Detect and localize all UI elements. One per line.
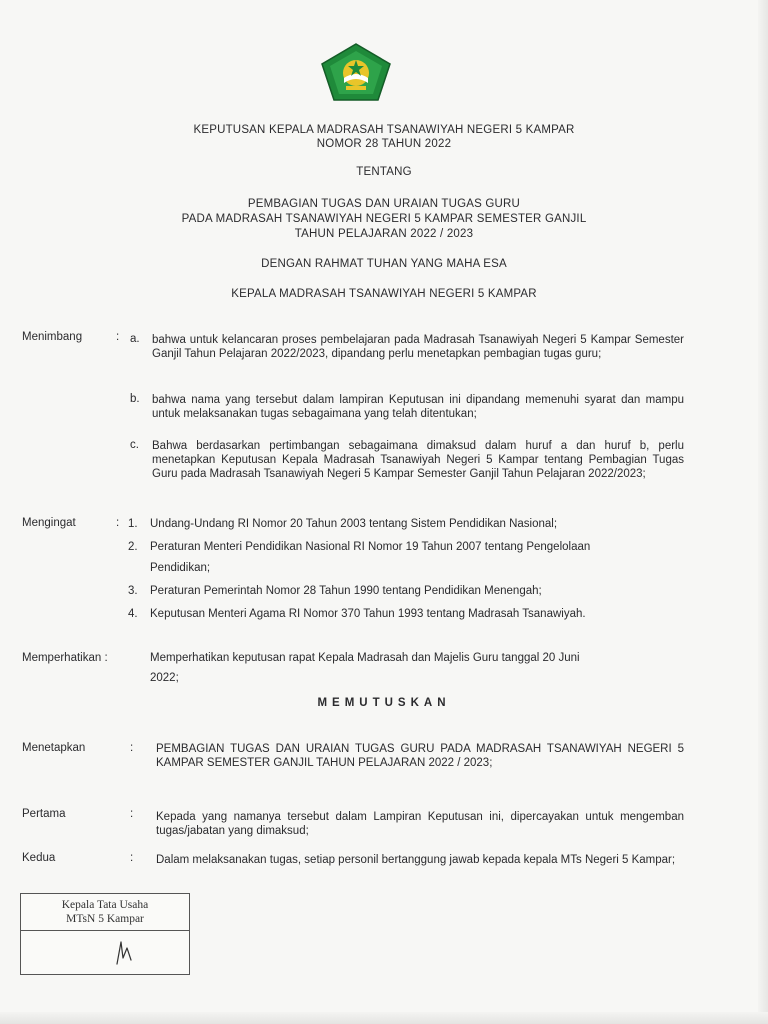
signature-icon bbox=[113, 938, 135, 966]
menimbang-colon: : bbox=[116, 331, 120, 343]
paraf-title-line-1: Kepala Tata Usaha bbox=[61, 899, 149, 911]
memperhatikan-label: Memperhatikan : bbox=[22, 652, 108, 664]
kedua-label: Kedua bbox=[22, 852, 56, 864]
memperhatikan-line-1: Memperhatikan keputusan rapat Kepala Madrasah dan Majelis Guru tanggal 20 Juni bbox=[150, 652, 580, 664]
mengingat-2-text-cont: Pendidikan; bbox=[150, 562, 211, 574]
mengingat-2-marker: 2. bbox=[128, 541, 138, 553]
memperhatikan-line-2: 2022; bbox=[150, 672, 179, 684]
mengingat-3-marker: 3. bbox=[128, 585, 138, 597]
menimbang-b-text: bahwa nama yang tersebut dalam lampiran Keputusan ini dipandang memenuhi syarat dan mampu untuk melaksanakan tugas sebagaimana yang telah ditentukan; bbox=[152, 394, 684, 420]
scan-edge-right bbox=[758, 0, 768, 1024]
subject-line-2: PADA MADRASAH TSANAWIYAH NEGERI 5 KAMPAR SEMESTER GANJIL bbox=[181, 213, 587, 225]
kedua-colon: : bbox=[130, 852, 134, 864]
mengingat-1-marker: 1. bbox=[128, 518, 138, 530]
menimbang-a-marker: a. bbox=[130, 333, 140, 345]
decree-number: NOMOR 28 TAHUN 2022 bbox=[316, 138, 452, 150]
mengingat-2-text: Peraturan Menteri Pendidikan Nasional RI Nomor 19 Tahun 2007 tentang Pengelolaan bbox=[150, 541, 591, 553]
decree-title: KEPUTUSAN KEPALA MADRASAH TSANAWIYAH NEGERI 5 KAMPAR bbox=[193, 124, 575, 136]
paraf-title-line-2: MTsN 5 Kampar bbox=[66, 913, 144, 925]
scan-edge-bottom bbox=[0, 1012, 768, 1024]
pertama-text: Kepada yang namanya tersebut dalam Lampiran Keputusan ini, dipercayakan untuk mengemban tugas/jabatan yang dimaksud; bbox=[156, 811, 684, 837]
menimbang-a-text: bahwa untuk kelancaran proses pembelajaran pada Madrasah Tsanawiyah Negeri 5 Kampar Semester Ganjil Tahun Pelajaran 2022/2023, dipandang perlu menetapkan pembagian tugas guru; bbox=[152, 334, 684, 360]
mengingat-1-text: Undang-Undang RI Nomor 20 Tahun 2003 tentang Sistem Pendidikan Nasional; bbox=[150, 518, 558, 530]
pertama-label: Pertama bbox=[22, 808, 66, 820]
menetapkan-text: PEMBAGIAN TUGAS DAN URAIAN TUGAS GURU PADA MADRASAH TSANAWIYAH NEGERI 5 KAMPAR SEMESTER GANJIL TAHUN PELAJARAN 2022 / 2023; bbox=[156, 743, 684, 769]
pertama-colon: : bbox=[130, 808, 134, 820]
paraf-box bbox=[20, 893, 190, 975]
menimbang-c-text: Bahwa berdasarkan pertimbangan sebagaimana dimaksud dalam huruf a dan huruf b, perlu menetapkan Keputusan Kepala Madrasah Tsanawiyah Negeri 5 Kampar tentang Pembagian Tugas Guru pada Madrasah Tsanawiyah Negeri 5 Kampar Semester Ganjil Tahun Pelajaran 2022/2023; bbox=[152, 440, 684, 480]
kedua-text: Dalam melaksanakan tugas, setiap personil bertanggung jawab kepada kepala MTs Negeri 5 Kampar; bbox=[156, 854, 676, 866]
subject-line-3: TAHUN PELAJARAN 2022 / 2023 bbox=[294, 228, 474, 240]
menimbang-label: Menimbang bbox=[22, 331, 83, 343]
tentang-heading: TENTANG bbox=[356, 166, 412, 178]
mengingat-colon: : bbox=[116, 517, 120, 529]
subject-line-1: PEMBAGIAN TUGAS DAN URAIAN TUGAS GURU bbox=[247, 198, 521, 210]
mengingat-3-text: Peraturan Pemerintah Nomor 28 Tahun 1990 tentang Pendidikan Menengah; bbox=[150, 585, 542, 597]
memutuskan-heading: MEMUTUSKAN bbox=[317, 697, 451, 709]
menimbang-c-marker: c. bbox=[130, 439, 139, 451]
menetapkan-colon: : bbox=[130, 742, 134, 754]
kepala-line: KEPALA MADRASAH TSANAWIYAH NEGERI 5 KAMPAR bbox=[231, 288, 537, 300]
menimbang-b-marker: b. bbox=[130, 393, 140, 405]
mengingat-label: Mengingat bbox=[22, 517, 76, 529]
paraf-divider bbox=[21, 930, 189, 931]
kemenag-logo-icon bbox=[318, 42, 394, 104]
rahmat-line: DENGAN RAHMAT TUHAN YANG MAHA ESA bbox=[261, 258, 507, 270]
mengingat-4-marker: 4. bbox=[128, 608, 138, 620]
paraf-title bbox=[21, 898, 189, 926]
mengingat-4-text: Keputusan Menteri Agama RI Nomor 370 Tahun 1993 tentang Madrasah Tsanawiyah. bbox=[150, 608, 586, 620]
menetapkan-label: Menetapkan bbox=[22, 742, 86, 754]
